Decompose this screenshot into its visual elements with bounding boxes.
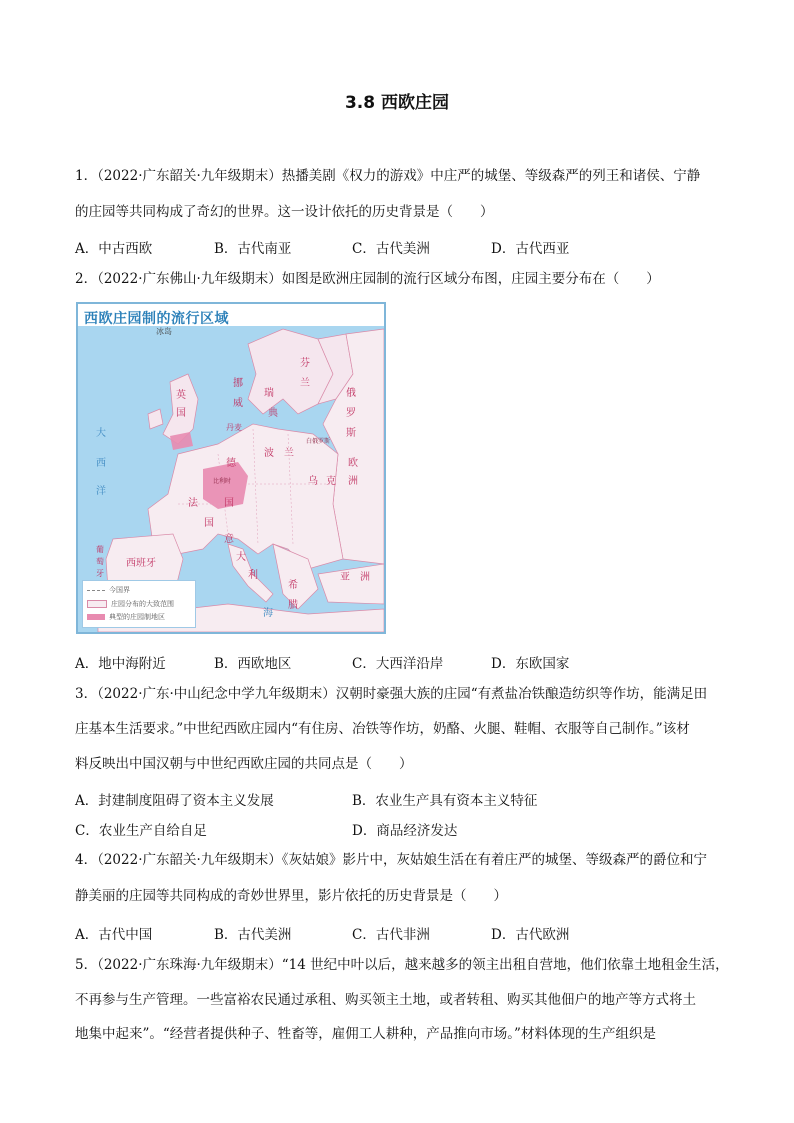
map-label-atlantic-2: 西 bbox=[96, 458, 106, 469]
legend-row-border bbox=[87, 585, 130, 595]
page-title: 3.8 西欧庄园 bbox=[344, 93, 450, 113]
q3-option-a: A．封建制度阻碍了资本主义发展 bbox=[75, 793, 274, 809]
legend-label-border: 今国界 bbox=[109, 586, 130, 594]
map-label-france-2: 国 bbox=[204, 518, 214, 529]
map-label-sweden-1: 瑞 bbox=[264, 388, 274, 399]
map-label-belgium: 比利时 bbox=[213, 478, 232, 485]
q3-line-3: 料反映出中国汉朝与中世纪西欧庄园的共同点是（ ） bbox=[75, 756, 413, 772]
legend-label-range: 庄园分布的大致范围 bbox=[111, 600, 174, 608]
map-label-atlantic-3: 洋 bbox=[96, 486, 106, 497]
map-label-ukraine-1: 乌 bbox=[308, 476, 318, 487]
q4-option-b: B．古代美洲 bbox=[214, 927, 292, 943]
map-label-spain: 西班牙 bbox=[126, 558, 156, 569]
q3-option-b: B．农业生产具有资本主义特征 bbox=[352, 793, 538, 809]
map-label-asia-1: 亚 bbox=[340, 572, 350, 583]
map-label-russia-2: 罗 bbox=[346, 408, 356, 419]
q4-option-a: A．古代中国 bbox=[75, 927, 153, 943]
map-label-russia-1: 俄 bbox=[346, 388, 356, 399]
map-label-sea: 海 bbox=[263, 608, 273, 619]
map-label-finland-2: 兰 bbox=[300, 378, 310, 389]
border-swatch-icon bbox=[87, 590, 105, 591]
q1-line-1: 1．（2022·广东韶关·九年级期末）热播美剧《权力的游戏》中庄严的城堡、等级森严的列王和诸侯、宁静 bbox=[75, 168, 701, 184]
map-label-france-1: 法 bbox=[188, 498, 198, 509]
q1-line-2: 的庄园等共同构成了奇幻的世界。这一设计依托的历史背景是（ ） bbox=[75, 204, 494, 220]
q2-option-c: C．大西洋沿岸 bbox=[352, 656, 444, 672]
map-label-italy-2: 大 bbox=[236, 552, 246, 563]
q1-option-a: A．中古西欧 bbox=[75, 241, 153, 257]
map-label-portugal-2: 萄 bbox=[96, 557, 104, 566]
q1-option-b: B．古代南亚 bbox=[214, 241, 292, 257]
map-label-belarus: 白俄罗斯 bbox=[306, 438, 331, 445]
map-label-uk-2: 国 bbox=[176, 408, 186, 419]
map-label-uk-1: 英 bbox=[176, 390, 186, 401]
europe-manor-map bbox=[76, 302, 386, 634]
q4-option-d: D．古代欧洲 bbox=[491, 927, 570, 943]
map-label-italy-3: 利 bbox=[248, 570, 258, 581]
q5-line-1: 5．（2022·广东珠海·九年级期末）“14 世纪中叶以后，越来越多的领主出租自营地，他们依靠土地租金生活， bbox=[75, 957, 729, 973]
q2-option-a: A．地中海附近 bbox=[75, 656, 166, 672]
map-label-greece-2: 腊 bbox=[288, 600, 298, 611]
map-label-denmark: 丹麦 bbox=[226, 423, 242, 432]
q5-line-2: 不再参与生产管理。一些富裕农民通过承租、购买领主土地，或者转租、购买其他佃户的地产等方式将土 bbox=[75, 992, 696, 1008]
map-title: 西欧庄园制的流行区域 bbox=[84, 311, 229, 327]
map-label-portugal-3: 牙 bbox=[96, 569, 104, 578]
map-legend bbox=[82, 580, 196, 628]
q3-option-d: D．商品经济发达 bbox=[352, 823, 458, 839]
q1-option-c: C．古代美洲 bbox=[352, 241, 430, 257]
q3-line-2: 庄基本生活要求。”中世纪西欧庄园内“有住房、冶铁等作坊，奶酪、火腿、鞋帽、衣服等自己制作。”该材 bbox=[75, 721, 690, 737]
map-label-finland-1: 芬 bbox=[300, 358, 310, 369]
q4-line-1: 4．（2022·广东韶关·九年级期末）《灰姑娘》影片中，灰姑娘生活在有着庄严的城堡、等级森严的爵位和宁 bbox=[75, 852, 708, 868]
legend-row-range bbox=[87, 599, 174, 609]
map-label-iceland: 冰岛 bbox=[156, 327, 172, 336]
map-label-europe-2: 洲 bbox=[348, 476, 358, 487]
map-label-norway-1: 挪 bbox=[233, 378, 243, 389]
map-label-germany-1: 德 bbox=[226, 458, 236, 469]
q5-line-3: 地集中起来”。“经营者提供种子、牲畜等，雇佣工人耕种，产品推向市场。”材料体现的生产组织是 bbox=[75, 1026, 656, 1042]
map-label-norway-2: 威 bbox=[233, 398, 243, 409]
map-label-poland-1: 波 bbox=[264, 448, 274, 459]
range-swatch-icon bbox=[87, 600, 107, 608]
map-label-ukraine-2: 克 bbox=[326, 476, 336, 487]
map-label-asia-2: 洲 bbox=[360, 572, 370, 583]
q2-option-d: D．东欧国家 bbox=[491, 656, 570, 672]
q3-option-c: C．农业生产自给自足 bbox=[75, 823, 207, 839]
q3-line-1: 3．（2022·广东·中山纪念中学九年级期末）汉朝时豪强大族的庄园“有煮盐冶铁酿造纺织等作坊，能满足田 bbox=[75, 686, 708, 702]
map-label-germany-2: 国 bbox=[224, 498, 234, 509]
map-label-sweden-2: 典 bbox=[268, 408, 278, 419]
map-label-portugal-1: 葡 bbox=[96, 545, 104, 554]
q4-option-c: C．古代非洲 bbox=[352, 927, 430, 943]
map-label-italy-1: 意 bbox=[224, 534, 234, 545]
legend-row-typical bbox=[87, 612, 165, 622]
map-label-poland-2: 兰 bbox=[284, 448, 294, 459]
map-label-greece-1: 希 bbox=[288, 580, 298, 591]
legend-label-typical: 典型的庄园制地区 bbox=[109, 613, 165, 621]
map-label-russia-3: 斯 bbox=[346, 428, 356, 439]
typical-swatch-icon bbox=[87, 614, 105, 620]
q2-option-b: B．西欧地区 bbox=[214, 656, 292, 672]
q1-option-d: D．古代西亚 bbox=[491, 241, 570, 257]
map-label-europe-1: 欧 bbox=[348, 458, 358, 469]
q2-line-1: 2．（2022·广东佛山·九年级期末）如图是欧洲庄园制的流行区域分布图，庄园主要分布在（ ） bbox=[75, 271, 660, 287]
map-label-atlantic-1: 大 bbox=[96, 428, 106, 439]
q4-line-2: 静美丽的庄园等共同构成的奇妙世界里，影片依托的历史背景是（ ） bbox=[75, 888, 507, 904]
